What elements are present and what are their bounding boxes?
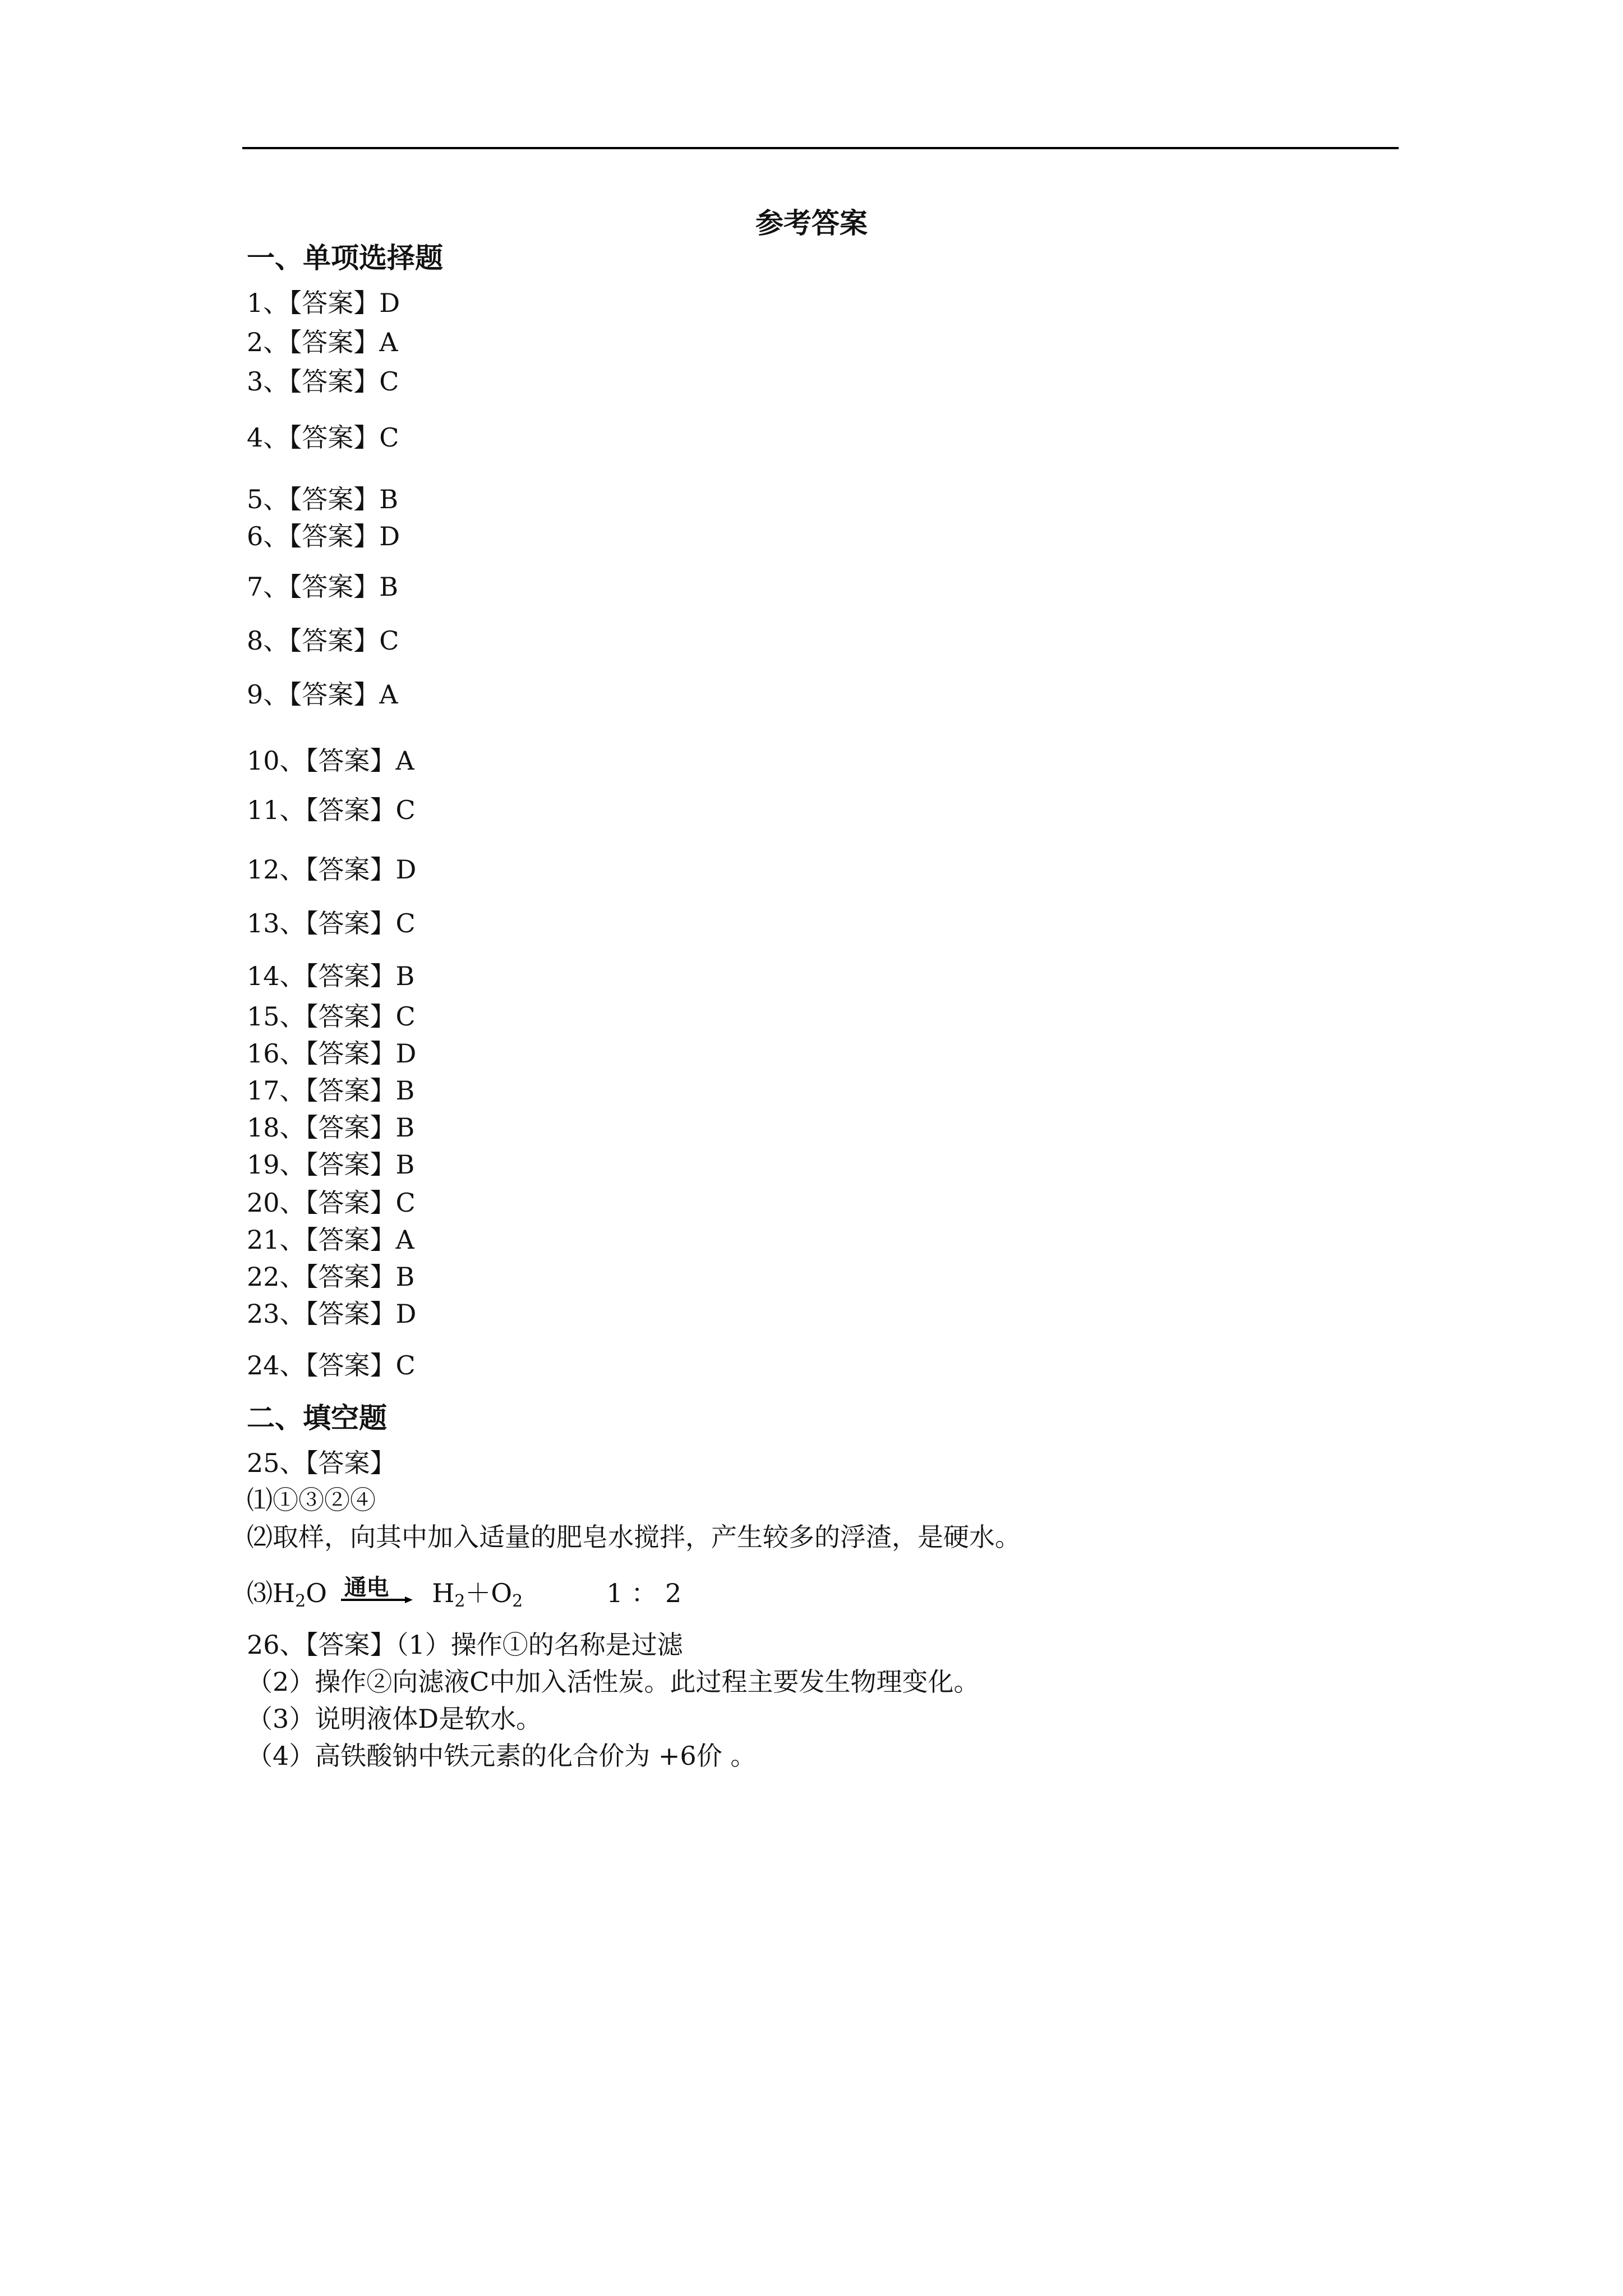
answer-line-1: 1、【答案】D [247,288,400,318]
header-rule [242,147,1399,149]
answer-line-3: 3、【答案】C [247,366,399,397]
answer-line-19: 19、【答案】B [247,1149,415,1180]
page-title: 参考答案 [755,207,868,240]
answer-line-5: 5、【答案】B [247,484,399,514]
answer-line-12: 12、【答案】D [247,854,417,885]
answer-line-16: 16、【答案】D [247,1038,417,1069]
answer-line-8: 8、【答案】C [247,625,399,656]
eq-ratio: 1 ： 2 [606,1578,682,1608]
q25-part1: ⑴①③②④ [247,1485,376,1515]
answer-line-9: 9、【答案】A [247,679,398,710]
reaction-arrow [341,1577,414,1609]
section-heading-single-choice: 一、单项选择题 [247,242,443,274]
eq-subscript: 2 [295,1591,306,1611]
q26-line4: （4）高铁酸钠中铁元素的化合价为 +6价 。 [247,1741,757,1771]
answer-line-24: 24、【答案】C [247,1350,416,1381]
answer-line-7: 7、【答案】B [247,572,399,602]
answer-line-13: 13、【答案】C [247,908,416,938]
answer-line-11: 11、【答案】C [247,795,416,825]
section-heading-fill-blank: 二、填空题 [247,1402,387,1434]
answer-line-4: 4、【答案】C [247,422,399,453]
q26-line2: （2）操作②向滤液C中加入活性炭。此过程主要发生物理变化。 [247,1667,980,1697]
arrow-condition-label: 通电 [344,1575,389,1600]
answer-line-23: 23、【答案】D [247,1299,417,1329]
q26-line1: 26、【答案】（1）操作①的名称是过滤 [247,1630,683,1660]
eq-prefix: ⑶H [247,1578,296,1608]
q26-line3: （3）说明液体D是软水。 [247,1704,542,1734]
answer-line-18: 18、【答案】B [247,1112,415,1143]
answer-line-15: 15、【答案】C [247,1001,416,1032]
answer-line-14: 14、【答案】B [247,961,415,991]
eq-product-plus-o: ＋O [465,1578,513,1608]
eq-reactant-rest: O [306,1578,327,1608]
answer-line-2: 2、【答案】A [247,327,398,357]
answer-line-20: 20、【答案】C [247,1188,416,1218]
q25-header: 25、【答案】 [247,1448,396,1478]
arrow-icon [341,1595,414,1604]
answer-line-6: 6、【答案】D [247,521,400,551]
eq-product-h-subscript: 2 [454,1591,465,1611]
eq-product-o-subscript: 2 [512,1591,523,1611]
answer-line-10: 10、【答案】A [247,746,414,776]
q25-part2: ⑵取样，向其中加入适量的肥皂水搅拌，产生较多的浮渣，是硬水。 [247,1522,1021,1552]
eq-product-h: H [432,1578,455,1608]
answer-line-22: 22、【答案】B [247,1262,415,1292]
answer-line-21: 21、【答案】A [247,1225,414,1255]
q25-part3-equation [247,1577,681,1617]
answer-line-17: 17、【答案】B [247,1075,415,1106]
